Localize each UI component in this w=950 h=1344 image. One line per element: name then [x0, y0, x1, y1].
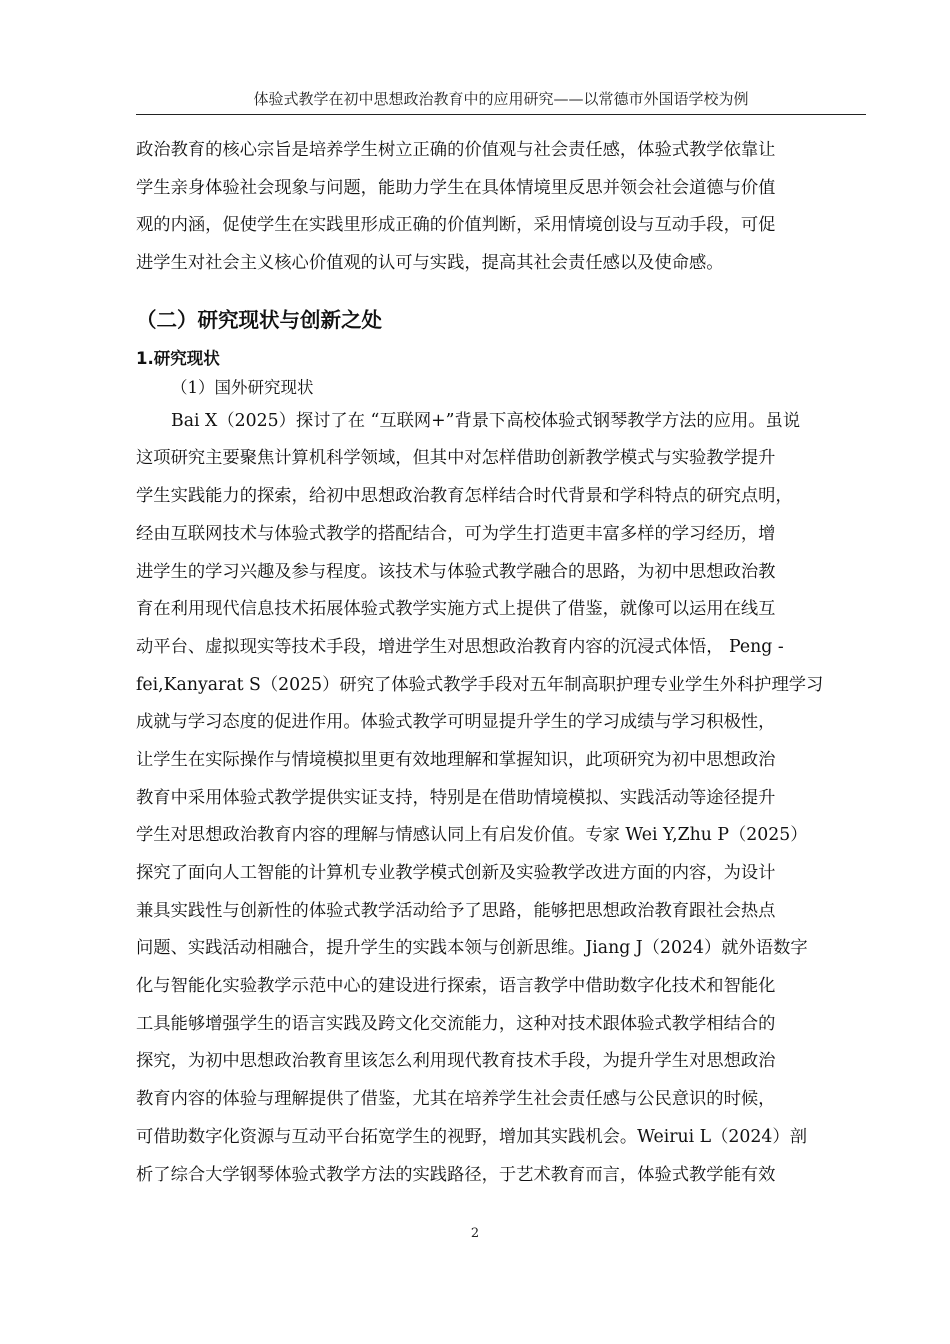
paragraph-line: 让学生在实际操作与情境模拟里更有效地理解和掌握知识，此项研究为初中思想政治 — [136, 749, 776, 770]
page-body — [136, 132, 868, 1194]
paragraph-line: 析了综合大学钢琴体验式教学方法的实践路径，于艺术教育而言，体验式教学能有效 — [136, 1164, 776, 1185]
paragraph-line: 教育内容的体验与理解提供了借鉴，尤其在培养学生社会责任感与公民意识的时候， — [136, 1089, 776, 1110]
intro-paragraph — [136, 132, 868, 283]
paragraph-line: 探究了面向人工智能的计算机专业教学模式创新及实验教学改进方面的内容，为设计 — [136, 863, 776, 883]
section-heading: （二）研究现状与创新之处 — [136, 307, 382, 332]
paragraph-line: 动平台、虚拟现实等技术手段，增进学生对思想政治教育内容的沉浸式体悟， Peng - — [136, 636, 784, 657]
header-divider — [136, 114, 866, 115]
paragraph-line: Bai X（2025）探讨了在 “互联网+”背景下高校体验式钢琴教学方法的应用。虽说 — [171, 410, 801, 431]
paragraph-line: 进学生对社会主义核心价值观的认可与实践，提高其社会责任感以及使命感。 — [136, 253, 724, 274]
paragraph-line: 问题、实践活动相融合，提升学生的实践本领与创新思维。Jiang J（2024）就外语数字 — [136, 938, 808, 959]
paragraph-line: 学生实践能力的探索，给初中思想政治教育怎样结合时代背景和学科特点的研究点明， — [136, 486, 793, 507]
running-header: 体验式教学在初中思想政治教育中的应用研究——以常德市外国语学校为例 — [253, 90, 749, 108]
paragraph-line: 经由互联网技术与体验式教学的搭配结合，可为学生打造更丰富多样的学习经历，增 — [136, 523, 776, 544]
paragraph-line: 进学生的学习兴趣及参与程度。该技术与体验式教学融合的思路，为初中思想政治教 — [136, 561, 776, 582]
paragraph-line: fei,Kanyarat S（2025）研究了体验式教学手段对五年制高职护理专业学生外科护理学习 — [136, 674, 824, 695]
paragraph-line: 育在利用现代信息技术拓展体验式教学实施方式上提供了借鉴，就像可以运用在线互 — [136, 599, 776, 620]
subsubsection-heading: （1）国外研究现状 — [171, 377, 314, 397]
paragraph-line: 兼具实践性与创新性的体验式教学活动给予了思路，能够把思想政治教育跟社会热点 — [136, 900, 776, 921]
paragraph-line: 这项研究主要聚焦计算机科学领域，但其中对怎样借助创新教学模式与实验教学提升 — [136, 448, 776, 469]
paragraph-line: 学生对思想政治教育内容的理解与情感认同上有启发价值。专家 Wei Y,Zhu P（2025） — [136, 825, 808, 846]
paragraph-line: 工具能够增强学生的语言实践及跨文化交流能力，这种对技术跟体验式教学相结合的 — [136, 1013, 776, 1034]
paragraph-line: 教育中采用体验式教学提供实证支持，特别是在借助情境模拟、实践活动等途径提升 — [136, 787, 776, 808]
paragraph-line: 化与智能化实验教学示范中心的建设进行探索，语言教学中借助数字化技术和智能化 — [136, 976, 776, 997]
page-number: 2 — [470, 1226, 480, 1241]
paragraph-line: 探究，为初中思想政治教育里该怎么利用现代教育技术手段，为提升学生对思想政治 — [136, 1051, 776, 1072]
paragraph-line: 学生亲身体验社会现象与问题，能助力学生在具体情境里反思并领会社会道德与价值 — [136, 177, 776, 198]
paragraph-line: 观的内涵，促使学生在实践里形成正确的价值判断，采用情境创设与互动手段，可促 — [136, 215, 776, 236]
paragraph-line: 可借助数字化资源与互动平台拓宽学生的视野，增加其实践机会。Weirui L（2024）剖 — [136, 1126, 807, 1147]
paragraph-line: 政治教育的核心宗旨是培养学生树立正确的价值观与社会责任感，体验式教学依靠让 — [136, 140, 776, 160]
main-paragraph — [136, 403, 868, 1194]
paragraph-line: 成就与学习态度的促进作用。体验式教学可明显提升学生的学习成绩与学习积极性， — [136, 712, 776, 733]
subsection-heading: 1.研究现状 — [136, 348, 220, 368]
